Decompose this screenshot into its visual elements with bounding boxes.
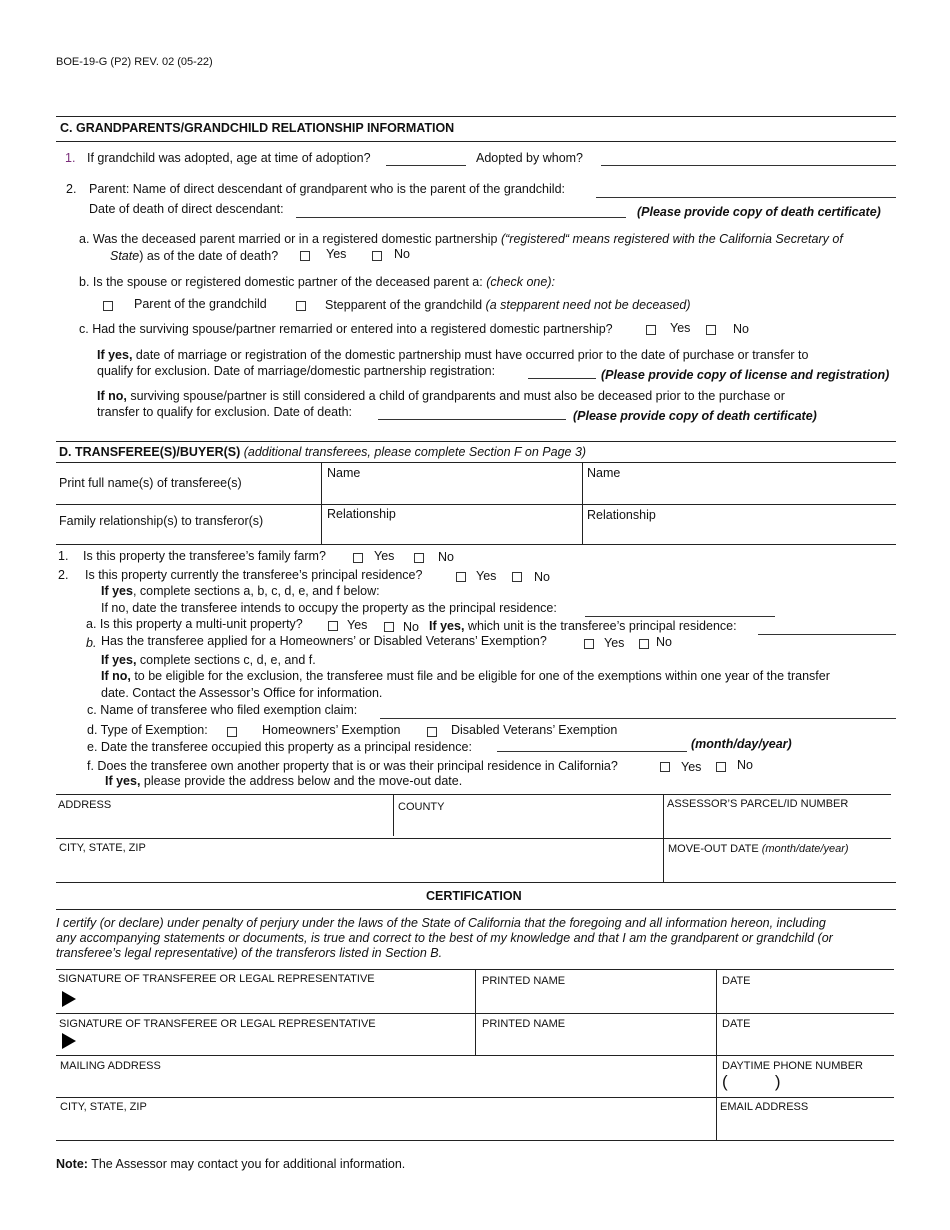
adopted-by-field[interactable] [601, 165, 896, 166]
c-ifyes-note: (Please provide copy of license and registration) [601, 368, 890, 382]
printed-name-2-field[interactable] [477, 1032, 714, 1053]
d-qd-label: d. Type of Exemption: [87, 723, 208, 737]
c-q1-label: If grandchild was adopted, age at time of adoption? [87, 151, 371, 165]
d-qa-label: a. Is this property a multi-unit property? [86, 617, 303, 631]
transferee-table-bottom-rule [56, 544, 896, 545]
other-property-yes-label: Yes [681, 760, 702, 774]
c-q1-adopted-by-label: Adopted by whom? [476, 151, 584, 165]
parent-name-field[interactable] [596, 197, 896, 198]
printed-name-2-label: PRINTED NAME [482, 1018, 566, 1030]
section-c-top-rule [56, 116, 896, 117]
other-property-row-rule [56, 838, 891, 839]
other-apn-field[interactable] [664, 812, 890, 836]
relationship-row-label: Family relationship(s) to transferor(s) [59, 514, 264, 528]
other-property-top-rule [56, 794, 891, 795]
signature-2-label: SIGNATURE OF TRANSFEREE OR LEGAL REPRESENTATIVE [59, 1018, 376, 1030]
sign-here-arrow-icon [62, 1033, 76, 1049]
signature-1-field[interactable] [80, 987, 473, 1011]
homeowners-exemption-label: Homeowners’ Exemption [262, 723, 401, 737]
exemption-applied-yes-label: Yes [604, 636, 625, 650]
section-d-title-rule [56, 462, 896, 463]
multi-unit-yes-label: Yes [347, 618, 368, 632]
csz-field[interactable] [57, 1115, 714, 1138]
c-qb-parent-checkbox[interactable] [103, 301, 113, 311]
c-qc-yes-label: Yes [670, 321, 691, 335]
date-2-field[interactable] [718, 1032, 893, 1053]
c-qa-yes-checkbox[interactable] [300, 251, 310, 261]
form-id: BOE-19-G (P2) REV. 02 (05-22) [56, 56, 213, 68]
c-qb-parent-label: Parent of the grandchild [134, 297, 267, 311]
adoption-age-field[interactable] [386, 165, 466, 166]
c-q2-number: 2. [66, 182, 77, 196]
family-farm-no-checkbox[interactable] [414, 553, 424, 563]
c-qa-line1: a. Was the deceased parent married or in a registered domestic partnership (“registered“ means registered with the California Secretary of [79, 232, 843, 246]
c-qc-no-checkbox[interactable] [706, 325, 716, 335]
d-qb-ifyes: If yes, complete sections c, d, e, and f. [101, 653, 316, 667]
c-qb-stepparent-checkbox[interactable] [296, 301, 306, 311]
signature-table-row-rule [56, 1097, 894, 1098]
c-ifyes-line2: qualify for exclusion. Date of marriage/domestic partnership registration: [97, 364, 496, 378]
transferee-name-1-field[interactable] [322, 481, 581, 503]
c-qa-no-label: No [394, 247, 410, 261]
c-qa-line2: State) as of the date of death? [110, 249, 279, 263]
multi-unit-no-label: No [403, 620, 419, 634]
multi-unit-no-checkbox[interactable] [384, 622, 394, 632]
principal-residence-no-checkbox[interactable] [512, 572, 522, 582]
email-field[interactable] [718, 1115, 893, 1138]
signature-2-field[interactable] [80, 1031, 473, 1053]
signature-table-divider [475, 969, 476, 1055]
other-apn-label: ASSESSOR’S PARCEL/ID NUMBER [667, 798, 849, 810]
other-address-field[interactable] [57, 813, 392, 835]
transferee-name-1-label: Name [327, 466, 361, 480]
veterans-exemption-label: Disabled Veterans’ Exemption [451, 723, 618, 737]
phone-label: DAYTIME PHONE NUMBER [722, 1060, 863, 1072]
d-q2-label: Is this property currently the transferee’s principal residence? [85, 568, 423, 582]
moveout-date-label: MOVE-OUT DATE (month/date/year) [668, 843, 849, 855]
signature-1-label: SIGNATURE OF TRANSFEREE OR LEGAL REPRESENTATIVE [58, 973, 375, 985]
d-qb-ifno-line2: date. Contact the Assessor’s Office for information. [101, 686, 383, 700]
relationship-1-field[interactable] [322, 522, 581, 543]
veterans-exemption-checkbox[interactable] [427, 727, 437, 737]
transferee-name-row-label: Print full name(s) of transferee(s) [59, 476, 242, 490]
principal-residence-no-label: No [534, 570, 550, 584]
d-q1-label: Is this property the transferee’s family farm? [83, 549, 326, 563]
section-c-title: C. GRANDPARENTS/GRANDCHILD RELATIONSHIP INFORMATION [60, 121, 455, 135]
certification-title-rule [56, 909, 896, 910]
d-qb-letter: b. [86, 636, 97, 650]
other-address-label: ADDRESS [58, 799, 112, 811]
section-c-title-rule [56, 141, 896, 142]
d-qb-label: Has the transferee applied for a Homeowners’ or Disabled Veterans’ Exemption? [101, 634, 547, 648]
spouse-death-date-field[interactable] [378, 419, 566, 420]
signature-table-bottom-rule [56, 1140, 894, 1141]
transferee-name-2-field[interactable] [583, 481, 895, 503]
d-qb-ifno: If no, to be eligible for the exclusion, the transferee must file and be eligible for one of the exemptions within one year of the transfer [101, 669, 830, 683]
c-qa-yes-label: Yes [326, 247, 347, 261]
homeowners-exemption-checkbox[interactable] [227, 727, 237, 737]
other-property-no-label: No [737, 758, 753, 772]
csz-label: CITY, STATE, ZIP [60, 1101, 147, 1113]
c-qa-no-checkbox[interactable] [372, 251, 382, 261]
c-ifyes-line1: If yes, date of marriage or registration of the domestic partnership must have occurred prior to the date of purchase or transfer to [97, 348, 809, 362]
intended-occupancy-date-field[interactable] [585, 616, 775, 617]
relationship-1-label: Relationship [327, 507, 396, 521]
date-2-label: DATE [722, 1018, 751, 1030]
signature-table-divider [716, 969, 717, 1140]
c-qc-yes-checkbox[interactable] [646, 325, 656, 335]
d-qa-ifyes: If yes, which unit is the transferee’s principal residence: [429, 619, 737, 633]
d-qc-label: c. Name of transferee who filed exemption claim: [87, 703, 358, 717]
c-qb-label: b. Is the spouse or registered domestic partner of the deceased parent a: (check one): [79, 275, 555, 289]
occupancy-date-field[interactable] [497, 751, 687, 752]
principal-residence-yes-checkbox[interactable] [456, 572, 466, 582]
sign-here-arrow-icon [62, 991, 76, 1007]
other-county-field[interactable] [394, 815, 662, 836]
other-csz-field[interactable] [57, 856, 662, 880]
c-q2-label: Parent: Name of direct descendant of grandparent who is the parent of the grandchild: [89, 182, 565, 196]
d-qe-label: e. Date the transferee occupied this property as a principal residence: [87, 740, 472, 754]
d-qe-note: (month/day/year) [691, 737, 792, 751]
date-1-field[interactable] [718, 989, 893, 1011]
exemption-applied-yes-checkbox[interactable] [584, 639, 594, 649]
moveout-date-field[interactable] [664, 857, 894, 880]
certification-line-1: I certify (or declare) under penalty of perjury under the laws of the State of California that the foregoing and all information hereon, including [56, 916, 826, 930]
transferee-name-2-label: Name [587, 466, 621, 480]
c-q1-number: 1. [65, 151, 76, 165]
phone-field[interactable]: ( ) [722, 1072, 781, 1091]
certification-line-3: transferee’s legal representative) of the transferors listed in Section B. [56, 946, 443, 960]
c-qc-label: c. Had the surviving spouse/partner remarried or entered into a registered domestic partnership? [79, 322, 613, 336]
d-q2-ifno: If no, date the transferee intends to occupy the property as the principal residence: [101, 601, 557, 615]
other-property-bottom-rule [56, 882, 896, 883]
d-qf-label: f. Does the transferee own another property that is or was their principal residence in California? [87, 759, 618, 773]
section-d-title: D. TRANSFEREE(S)/BUYER(S) (additional transferees, please complete Section F on Page 3) [59, 445, 587, 459]
c-qc-no-label: No [733, 322, 749, 336]
relationship-2-field[interactable] [583, 522, 895, 543]
exemption-claimant-field[interactable] [380, 718, 896, 719]
assessor-note: Note: The Assessor may contact you for additional information. [56, 1157, 406, 1171]
email-label: EMAIL ADDRESS [720, 1101, 809, 1113]
d-qf-ifyes: If yes, please provide the address below and the move-out date. [105, 774, 463, 788]
other-county-label: COUNTY [398, 801, 445, 813]
certification-title: CERTIFICATION [426, 889, 522, 903]
descendant-death-date-field[interactable] [296, 217, 626, 218]
residence-unit-field[interactable] [758, 634, 896, 635]
other-property-no-checkbox[interactable] [716, 762, 726, 772]
c-ifno-note: (Please provide copy of death certificate) [573, 409, 817, 423]
multi-unit-yes-checkbox[interactable] [328, 621, 338, 631]
printed-name-1-field[interactable] [477, 989, 714, 1011]
d-q1-number: 1. [58, 549, 69, 563]
exemption-applied-no-label: No [656, 635, 672, 649]
certification-line-2: any accompanying statements or documents, is true and correct to the best of my knowledge and that I am the grandparent or grandchild (or [56, 931, 833, 945]
family-farm-no-label: No [438, 550, 454, 564]
other-csz-label: CITY, STATE, ZIP [59, 842, 146, 854]
c-qb-stepparent-label: Stepparent of the grandchild (a stepparent need not be deceased) [325, 298, 691, 312]
mailing-address-label: MAILING ADDRESS [60, 1060, 161, 1072]
signature-table-row-rule [56, 1055, 894, 1056]
principal-residence-yes-label: Yes [476, 569, 497, 583]
c-q2-note: (Please provide copy of death certificate) [637, 205, 881, 219]
c-ifno-line1: If no, surviving spouse/partner is still considered a child of grandparents and must also be deceased prior to the purchase or [97, 389, 785, 403]
mailing-address-field[interactable] [57, 1074, 714, 1096]
registration-date-field[interactable] [528, 378, 596, 379]
date-1-label: DATE [722, 975, 751, 987]
exemption-applied-no-checkbox[interactable] [639, 639, 649, 649]
relationship-2-label: Relationship [587, 508, 656, 522]
other-property-yes-checkbox[interactable] [660, 762, 670, 772]
family-farm-yes-checkbox[interactable] [353, 553, 363, 563]
printed-name-1-label: PRINTED NAME [482, 975, 566, 987]
d-q2-ifyes: If yes, complete sections a, b, c, d, e, and f below: [101, 584, 380, 598]
d-q2-number: 2. [58, 568, 69, 582]
transferee-table-row-rule [56, 504, 896, 505]
family-farm-yes-label: Yes [374, 549, 395, 563]
c-q2-death-date-label: Date of death of direct descendant: [89, 202, 284, 216]
c-ifno-line2: transfer to qualify for exclusion. Date of death: [97, 405, 352, 419]
section-d-top-rule [56, 441, 896, 442]
